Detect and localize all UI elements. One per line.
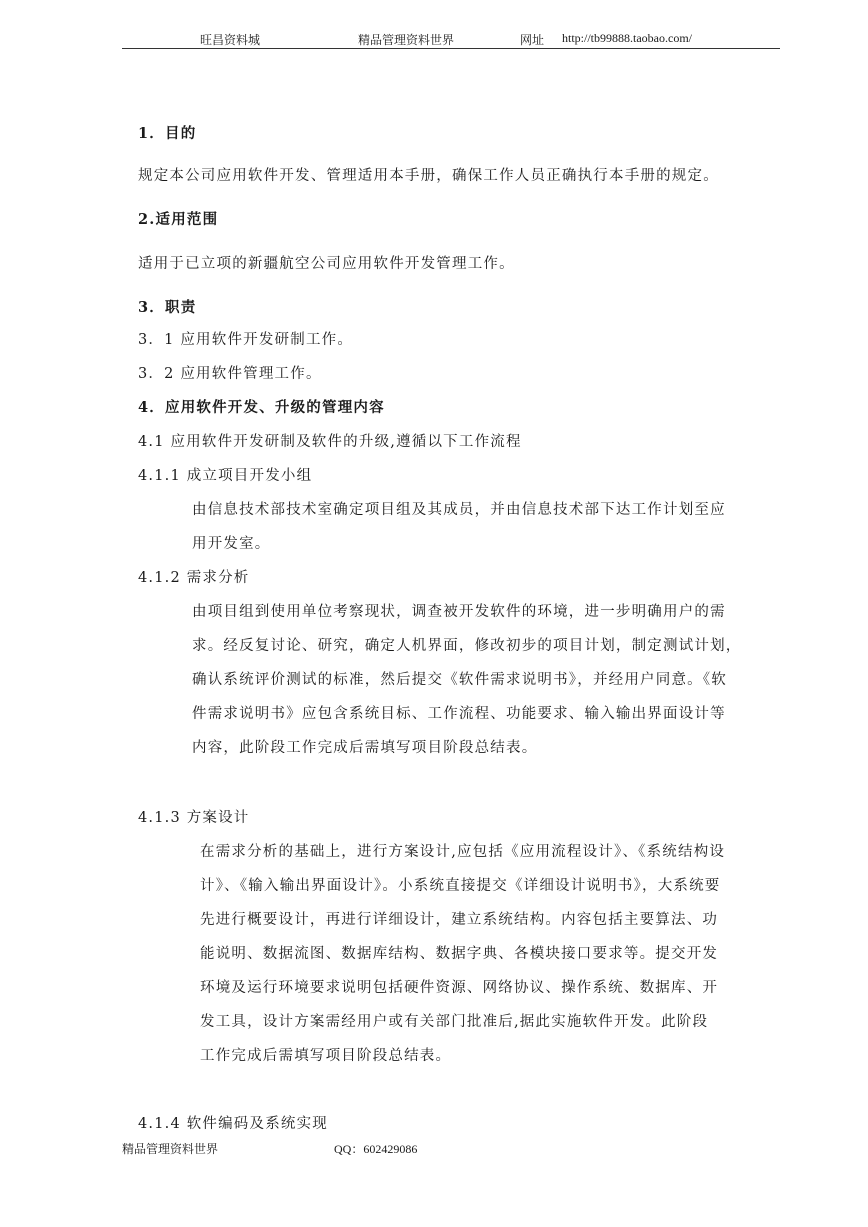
paragraph-line: 求。经反复讨论、研究，确定人机界面，修改初步的项目计划，制定测试计划，	[192, 638, 742, 654]
section-3-2: 3．2 应用软件管理工作。	[138, 366, 322, 382]
paragraph-line: 由信息技术部技术室确定项目组及其成员，并由信息技术部下达工作计划至应	[192, 502, 726, 518]
paragraph-line: 发工具，设计方案需经用户或有关部门批准后,据此实施软件开发。此阶段	[200, 1014, 709, 1030]
paragraph-line: 用开发室。	[192, 536, 271, 552]
section-3-heading: 3．职责	[138, 299, 197, 316]
footer-qq: QQ：602429086	[334, 1142, 418, 1156]
paragraph-line: 件需求说明书》应包含系统目标、工作流程、功能要求、输入输出界面设计等	[192, 706, 726, 722]
footer-left: 精品管理资料世界	[122, 1142, 219, 1156]
section-4-1: 4.1 应用软件开发研制及软件的升级,遵循以下工作流程	[138, 434, 522, 450]
page-header	[122, 28, 780, 49]
header-url-label: 网址	[520, 33, 545, 47]
header-title: 精品管理资料世界	[358, 33, 455, 47]
section-2-text: 适用于已立项的新疆航空公司应用软件开发管理工作。	[138, 256, 515, 272]
section-4-1-2-heading: 4.1.2 需求分析	[138, 570, 250, 586]
paragraph-line: 内容，此阶段工作完成后需填写项目阶段总结表。	[192, 740, 538, 756]
paragraph-line: 工作完成后需填写项目阶段总结表。	[200, 1048, 452, 1064]
section-1-heading: 1．目的	[138, 125, 197, 142]
paragraph-line: 确认系统评价测试的标准，然后提交《软件需求说明书》，并经用户同意。《软	[192, 672, 727, 688]
paragraph-line: 环境及运行环境要求说明包括硬件资源、网络协议、操作系统、数据库、开	[200, 980, 719, 996]
section-2-heading: 2.适用范围	[138, 211, 219, 228]
header-site: 旺昌资料城	[200, 33, 261, 47]
section-1-text: 规定本公司应用软件开发、管理适用本手册，确保工作人员正确执行本手册的规定。	[138, 168, 719, 184]
section-4-1-3-heading: 4.1.3 方案设计	[138, 810, 250, 826]
section-4-1-1-heading: 4.1.1 成立项目开发小组	[138, 468, 313, 484]
paragraph-line: 能说明、数据流图、数据库结构、数据字典、各模块接口要求等。提交开发	[200, 946, 719, 962]
paragraph-line: 由项目组到使用单位考察现状，调查被开发软件的环境，进一步明确用户的需	[192, 604, 726, 620]
paragraph-line: 计》、《输入输出界面设计》。小系统直接提交《详细设计说明书》，大系统要	[200, 878, 721, 894]
section-3-1: 3．1 应用软件开发研制工作。	[138, 332, 354, 348]
paragraph-line: 先进行概要设计，再进行详细设计，建立系统结构。内容包括主要算法、功	[200, 912, 719, 928]
paragraph-line: 在需求分析的基础上，进行方案设计,应包括《应用流程设计》、《系统结构设	[200, 844, 726, 860]
header-url: http://tb99888.taobao.com/	[562, 31, 692, 45]
section-4-heading: 4．应用软件开发、升级的管理内容	[138, 399, 385, 416]
section-4-1-4-heading: 4.1.4 软件编码及系统实现	[138, 1116, 329, 1132]
